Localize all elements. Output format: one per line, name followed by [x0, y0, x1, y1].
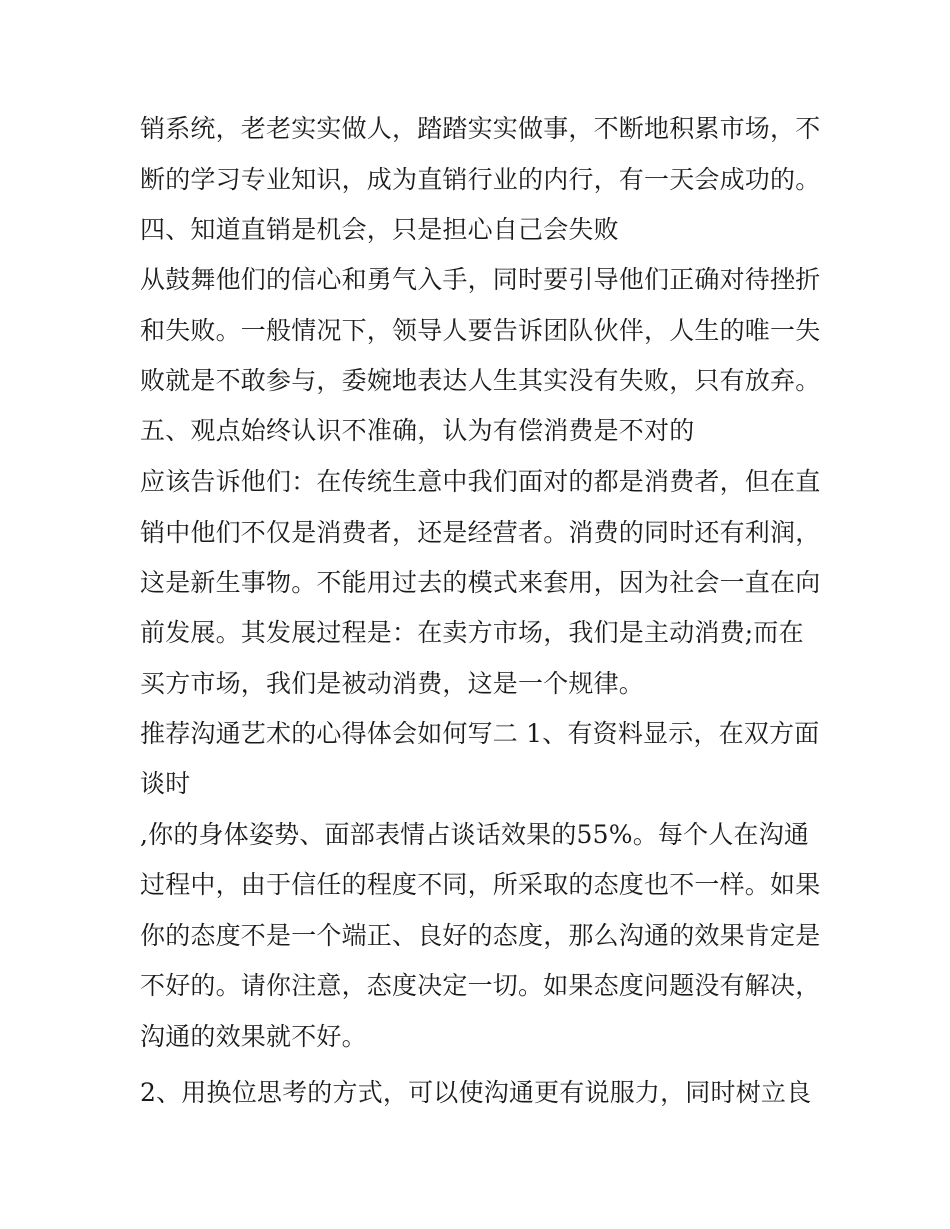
text-line-17: 你的态度不是一个端正、良好的态度，那么沟通的效果肯定是 — [140, 921, 821, 950]
text-line-18: 不好的。请你注意，态度决定一切。如果态度问题没有解决， — [140, 971, 821, 1000]
text-line-2: 断的学习专业知识，成为直销行业的内行，有一天会成功的。 — [140, 165, 821, 194]
text-line-16: 过程中，由于信任的程度不同，所采取的态度也不一样。如果 — [140, 870, 821, 899]
text-line-5: 和失败。一般情况下，领导人要告诉团队伙伴，人生的唯一失 — [140, 316, 821, 345]
section-title-line: 推荐沟通艺术的心得体会如何写二 1、有资料显示，在双方面 — [140, 719, 820, 748]
text-line-15: ,你的身体姿势、面部表情占谈话效果的55%。每个人在沟通 — [140, 820, 810, 849]
section-heading-5: 五、观点始终认识不准确，认为有偿消费是不对的 — [140, 416, 695, 445]
text-line-8: 应该告诉他们：在传统生意中我们面对的都是消费者，但在直 — [140, 467, 821, 496]
text-line-6: 败就是不敢参与，委婉地表达人生其实没有失败，只有放弃。 — [140, 366, 821, 395]
text-line-11: 前发展。其发展过程是：在卖方市场，我们是主动消费;而在 — [140, 618, 804, 647]
text-line-20: 2、用换位思考的方式，可以使沟通更有说服力，同时树立良 — [140, 1078, 812, 1107]
text-line-1: 销系统，老老实实做人，踏踏实实做事，不断地积累市场，不 — [140, 114, 821, 143]
text-line-10: 这是新生事物。不能用过去的模式来套用，因为社会一直在向 — [140, 568, 821, 597]
section-heading-4: 四、知道直销是机会，只是担心自己会失败 — [140, 215, 619, 244]
text-line-14: 谈时 — [140, 769, 191, 798]
text-line-12: 买方市场，我们是被动消费，这是一个规律。 — [140, 669, 645, 698]
text-line-4: 从鼓舞他们的信心和勇气入手，同时要引导他们正确对待挫折 — [140, 265, 821, 294]
text-line-19: 沟通的效果就不好。 — [140, 1022, 367, 1051]
text-line-9: 销中他们不仅是消费者，还是经营者。消费的同时还有利润， — [140, 518, 821, 547]
